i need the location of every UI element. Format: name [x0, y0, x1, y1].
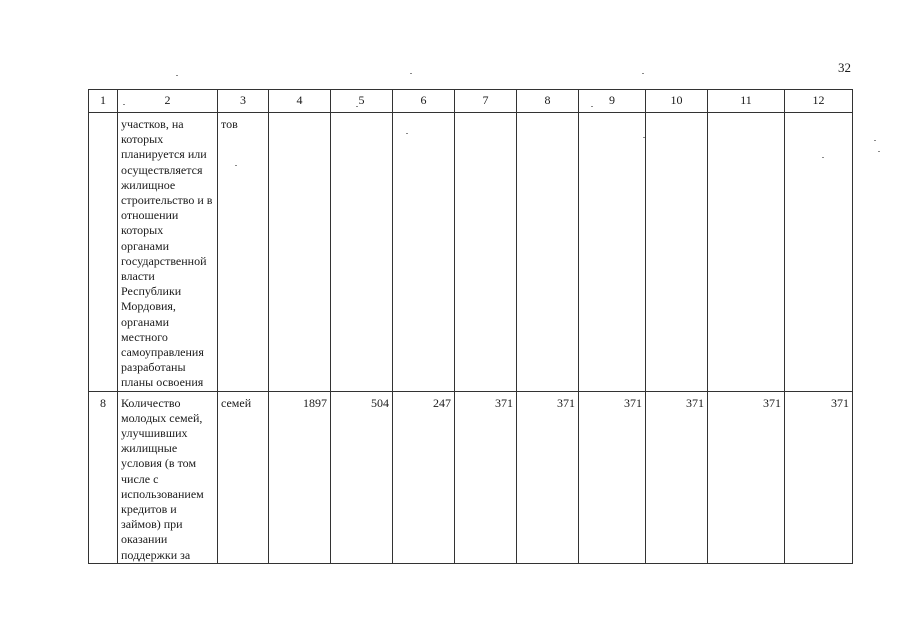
scan-speck [123, 104, 125, 105]
value-cell: 371 [646, 391, 708, 563]
scan-speck [406, 133, 408, 134]
header-cell: 7 [455, 90, 517, 113]
scan-speck [643, 137, 645, 138]
scan-speck [878, 151, 880, 152]
indicator-description: участков, на которых планируется или осуществляется жилищное строительство и в отношении которых органами государственной власти Республики Мордовия, органами местного самоуправления разработаны планы освоения [118, 113, 218, 392]
scan-speck [591, 106, 593, 107]
header-cell: 10 [646, 90, 708, 113]
header-cell: 2 [118, 90, 218, 113]
value-cell: 371 [579, 391, 646, 563]
scan-speck [235, 165, 237, 166]
value-cell: 371 [785, 391, 853, 563]
scan-speck [642, 73, 644, 74]
scan-speck [356, 106, 358, 107]
value-cell [517, 113, 579, 392]
header-cell: 9 [579, 90, 646, 113]
value-cell [455, 113, 517, 392]
header-cell: 6 [393, 90, 455, 113]
table-row-8 [89, 391, 853, 563]
header-row [89, 90, 853, 113]
value-cell: 1897 [269, 391, 331, 563]
scan-speck [410, 73, 412, 74]
scan-speck [176, 75, 178, 76]
data-table [88, 89, 853, 564]
value-cell [393, 113, 455, 392]
header-cell: 12 [785, 90, 853, 113]
value-cell [785, 113, 853, 392]
value-cell: 504 [331, 391, 393, 563]
value-cell [646, 113, 708, 392]
value-cell: 371 [455, 391, 517, 563]
scan-speck [822, 157, 824, 158]
value-cell: 247 [393, 391, 455, 563]
table-row-continued [89, 113, 853, 392]
row-number-cell [89, 113, 118, 392]
value-cell: 371 [517, 391, 579, 563]
row-number-cell: 8 [89, 391, 118, 563]
header-cell: 3 [218, 90, 269, 113]
header-cell: 1 [89, 90, 118, 113]
value-cell [708, 113, 785, 392]
page-number: 32 [838, 60, 851, 75]
indicator-description: Количество молодых семей, улучшивших жилищные условия (в том числе с использованием кредитов и займов) при оказании поддержки за [118, 391, 218, 563]
unit-cell: тов [218, 113, 269, 392]
header-cell: 11 [708, 90, 785, 113]
unit-cell: семей [218, 391, 269, 563]
value-cell [269, 113, 331, 392]
value-cell: 371 [708, 391, 785, 563]
header-cell: 8 [517, 90, 579, 113]
scan-speck [874, 140, 876, 141]
header-cell: 5 [331, 90, 393, 113]
value-cell [579, 113, 646, 392]
value-cell [331, 113, 393, 392]
header-cell: 4 [269, 90, 331, 113]
